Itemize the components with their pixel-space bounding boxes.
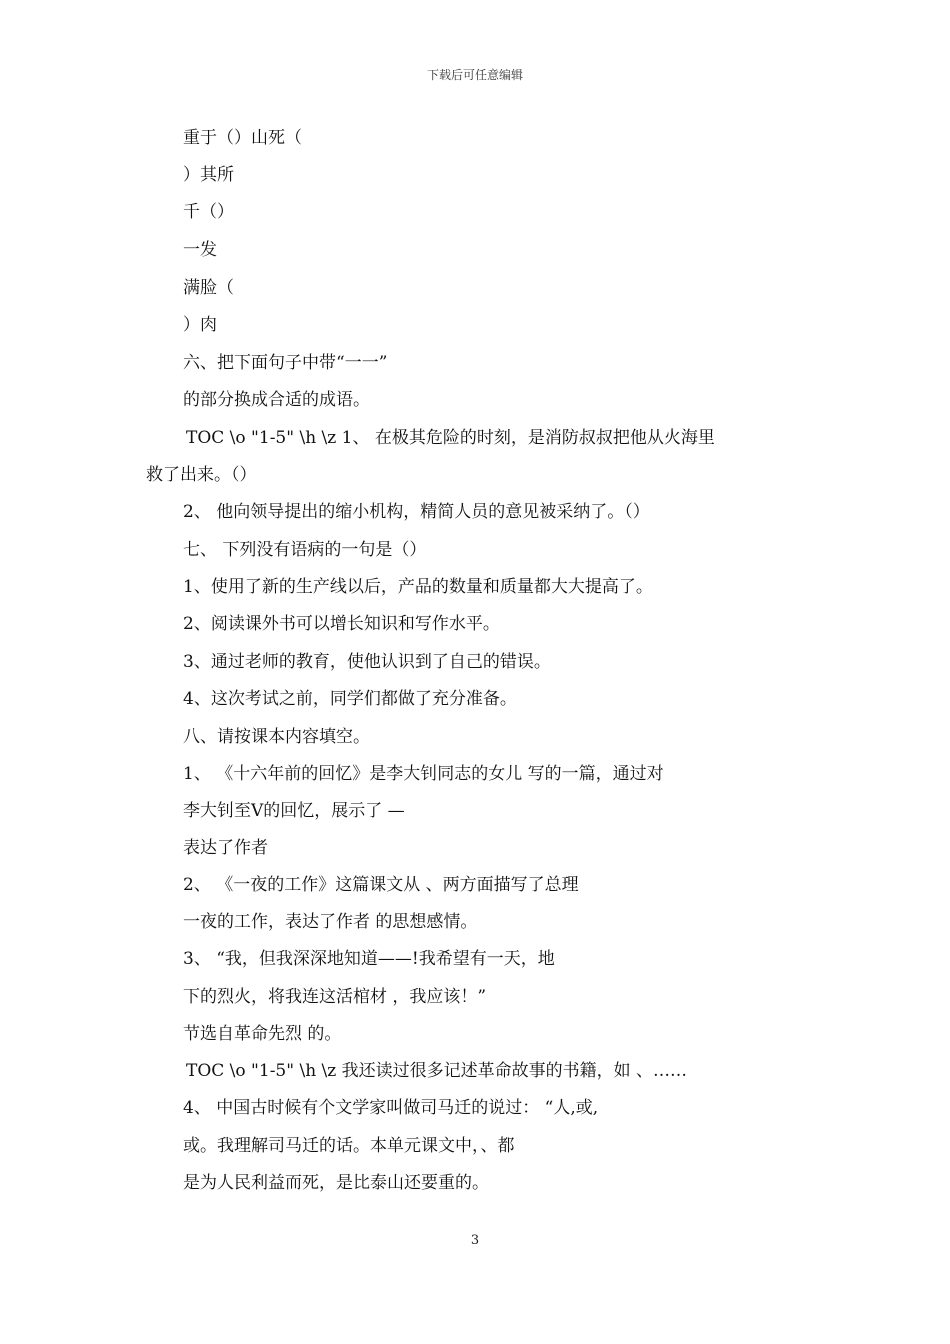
text-line: 表达了作者 [183,838,268,858]
text-line: 4、 中国古时候有个文学家叫做司马迁的说过： “人,或, [183,1098,599,1118]
section-heading: 六、把下面句子中带“一一” [183,353,388,373]
text-line: 1、 《十六年前的回忆》是李大钊同志的女儿 写的一篇，通过对 [183,764,664,784]
text-line: 1、使用了新的生产线以后，产品的数量和质量都大大提高了。 [183,577,653,597]
text-line: 3、通过老师的教育，使他认识到了自己的错误。 [183,652,551,672]
text-line: 2、 《一夜的工作》这篇课文从 、两方面描写了总理 [183,875,579,895]
text-line: 是为人民利益而死，是比泰山还要重的。 [183,1173,489,1193]
text-line: 节选自革命先烈 的。 [183,1024,342,1044]
text-line: 下的烈火，将我连这活棺材 ，我应该！” [183,987,487,1007]
page-header: 下载后可任意编辑 [426,68,523,82]
text-line: 3、 “我，但我深深地知道——!我希望有一天，地 [183,949,555,969]
page-number: 3 [470,1233,480,1248]
section-heading: 八、请按课本内容填空。 [183,727,370,747]
text-line: ）其所 [183,165,234,185]
text-line: 李大钊至V的回忆，展示了 — [183,801,405,821]
text-line: 重于（）山死（ [183,128,302,148]
text-line: 4、这次考试之前，同学们都做了充分准备。 [183,689,517,709]
text-line: TOC \o "1-5" \h \z 1、 在极其危险的时刻，是消防叔叔把他从火海里 [186,428,715,448]
text-line: 2、阅读课外书可以增长知识和写作水平。 [183,614,500,634]
text-line: 2、 他向领导提出的缩小机构，精简人员的意见被采纳了。（） [183,502,650,522]
text-line: 一发 [183,240,217,260]
text-line: 或。我理解司马迁的话。本单元课文中，、都 [183,1136,515,1156]
section-heading: 七、 下列没有语病的一句是（） [183,540,427,560]
text-line: 满脸（ [183,278,234,298]
text-line: 的部分换成合适的成语。 [183,390,370,410]
text-line: ）肉 [183,315,217,335]
text-line: TOC \o "1-5" \h \z 我还读过很多记述革命故事的书籍，如 、…… [186,1061,688,1081]
text-line: 千（） [183,202,234,222]
text-line: 一夜的工作，表达了作者 的思想感情。 [183,912,478,932]
text-line: 救了出来。（） [146,465,257,485]
